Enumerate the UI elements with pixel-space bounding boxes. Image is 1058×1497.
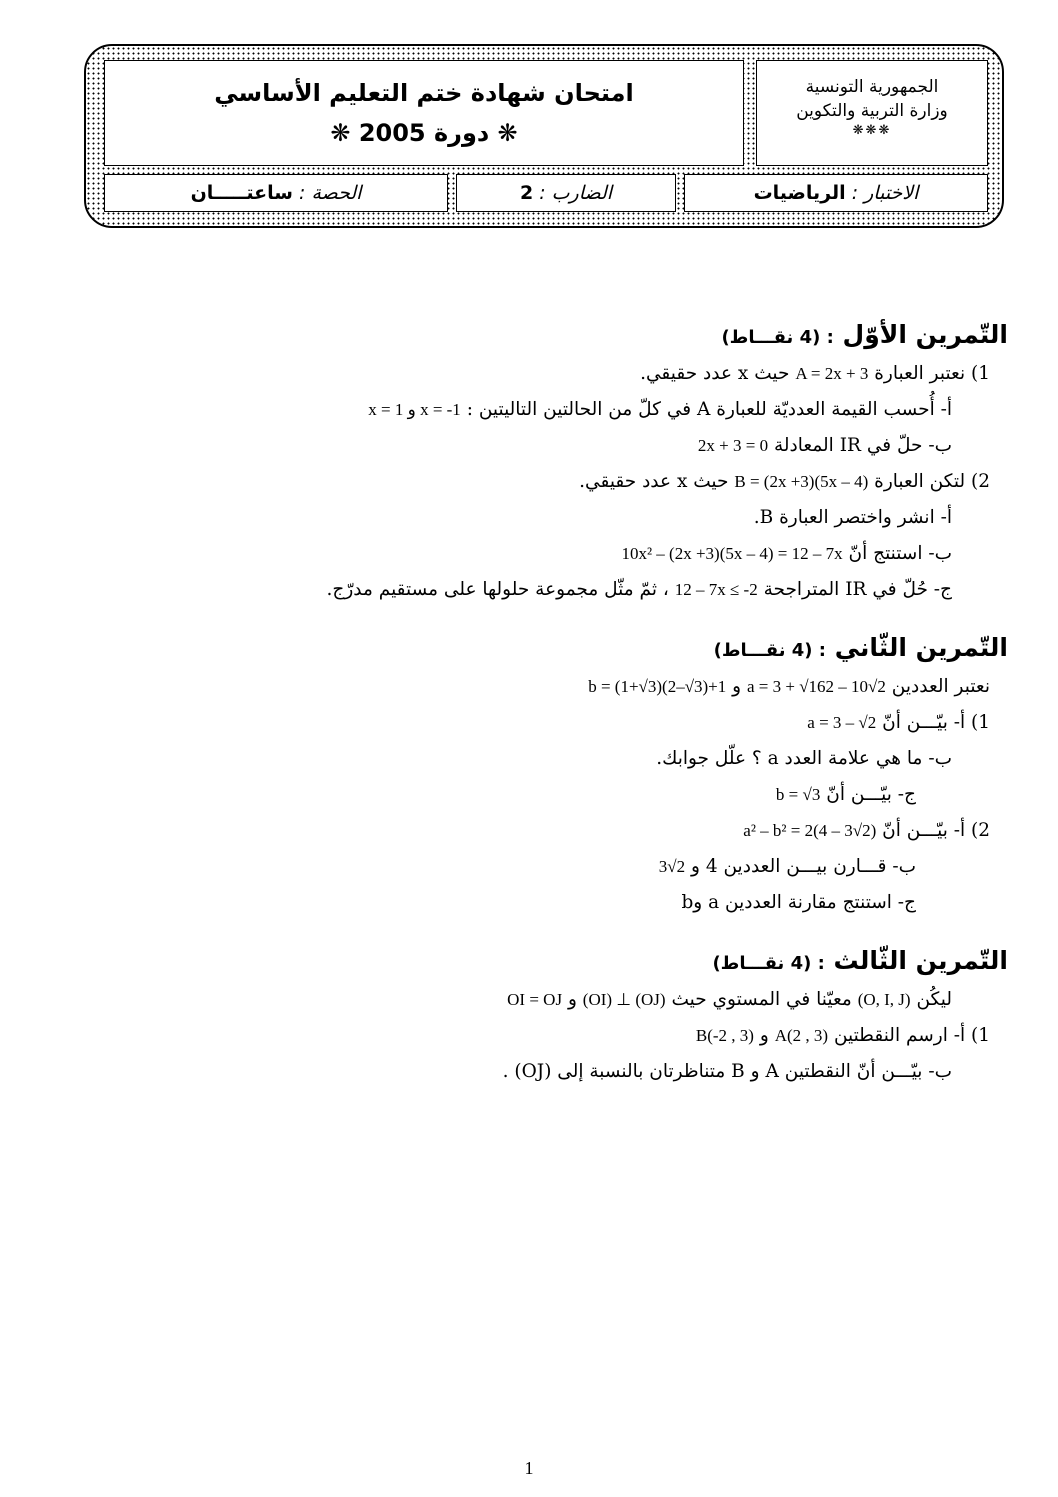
ex1-q1b-text: ب- حلّ في IR المعادلة xyxy=(774,435,952,456)
exercise-1-points: : (4 نقـــاط) xyxy=(721,327,834,348)
ex3-intro xyxy=(108,985,1008,1015)
ex1-q1b xyxy=(108,431,1008,461)
ex2-intro-math-a: a = 3 + √162 – 10√2 xyxy=(747,677,886,696)
ex1-q2c-text: ج- حُلّ في IR المتراجحة xyxy=(763,579,952,600)
ex3-intro-math1: (O, I, J) xyxy=(857,990,911,1009)
ex2-q1a-math: a = 3 – √2 xyxy=(807,713,877,732)
ex1-q2-tail: حيث x عدد حقيقي. xyxy=(579,471,729,492)
ex1-q1-text: 1) نعتبر العبارة xyxy=(874,363,990,384)
ex3-intro-and: و xyxy=(567,989,577,1010)
ex2-intro-text: نعتبر العددين xyxy=(891,676,990,697)
ex1-q2b-text: ب- استنتج أنّ xyxy=(848,543,952,564)
ex1-q1-math: A = 2x + 3 xyxy=(795,364,869,383)
exercise-1-title xyxy=(108,320,1008,349)
republic-box xyxy=(756,60,988,166)
subject-label: الاختبار : xyxy=(851,182,919,204)
ex2-q2a-text: 2) أ- بيّـــن أنّ xyxy=(882,820,990,841)
ex2-q1c-text: ج- بيّـــن أنّ xyxy=(826,784,916,805)
ex3-q1b xyxy=(108,1057,1008,1087)
ex1-q2-text: 2) لتكن العبارة xyxy=(874,471,990,492)
ex1-q2c-tail: ، ثمّ مثّل مجموعة حلولها على مستقيم مدرّج. xyxy=(326,579,669,600)
ex1-q2-math: B = (2x +3)(5x – 4) xyxy=(734,472,869,491)
exercise-2-points: : (4 نقـــاط) xyxy=(713,640,826,661)
ex1-q1 xyxy=(108,359,1008,389)
ex3-intro-text: ليكُن xyxy=(916,989,952,1010)
ex1-q1-tail: حيث x عدد حقيقي. xyxy=(640,363,790,384)
ex1-q2b-math: 10x² – (2x +3)(5x – 4) = 12 – 7x xyxy=(621,544,843,563)
ex1-q2b xyxy=(108,539,1008,569)
coefficient-value: 2 xyxy=(519,182,534,204)
ex1-q2c-math: 12 – 7x ≤ -2 xyxy=(674,580,758,599)
ex2-q2c-text: ج- استنتج مقارنة العددين a وb xyxy=(681,892,916,913)
ex2-q1b xyxy=(108,744,1008,774)
duration-label: الحصة : xyxy=(299,182,362,204)
duration-box xyxy=(104,174,448,212)
ex3-q1a-math1: A(2 , 3) xyxy=(774,1026,829,1045)
ex1-q1b-math: 2x + 3 = 0 xyxy=(697,436,769,455)
page-number: 1 xyxy=(524,1458,534,1478)
ex1-q2 xyxy=(108,467,1008,497)
ex3-q1a-and: و xyxy=(759,1025,769,1046)
exercise-2-heading: التّمرين الثّاني xyxy=(834,633,1008,662)
exercise-3-points: : (4 نقـــاط) xyxy=(712,953,825,974)
ex3-intro-math2: (OI) ⊥ (OJ) xyxy=(582,990,666,1009)
ex1-q2c xyxy=(108,575,1008,605)
stars-ornament: ❋❋❋ xyxy=(852,123,892,138)
exercise-2-title xyxy=(108,633,1008,662)
ex1-q1a-math: x = 1 و x = -1 xyxy=(368,400,461,419)
exam-title: امتحان شهادة ختم التعليم الأساسي xyxy=(214,79,634,107)
ex3-q1b-text: ب- بيّـــن أنّ النقطتين A و B متناظرتان بالنسبة إلى (OJ) . xyxy=(502,1061,952,1082)
ex2-q2a-math: a² – b² = 2(4 – 3√2) xyxy=(743,821,877,840)
ex1-q1a-text: أ- أُحسب القيمة العدديّة للعبارة A في كلّ من الحالتين التاليتين : xyxy=(466,399,952,420)
ex2-q1a xyxy=(108,708,1008,738)
ex1-q1a xyxy=(108,395,1008,425)
ex2-q2b xyxy=(108,852,1008,882)
ex3-intro-math3: OI = OJ xyxy=(507,990,563,1009)
exam-title-box xyxy=(104,60,744,166)
exam-content xyxy=(108,320,1008,1093)
ex2-q2b-math: 3√2 xyxy=(658,857,686,876)
ex3-q1a-math2: B(-2 , 3) xyxy=(695,1026,754,1045)
exercise-3-heading: التّمرين الثّالث xyxy=(833,946,1008,975)
header-frame xyxy=(84,44,1004,228)
ex3-intro-mid: معيّنا في المستوي حيث xyxy=(671,989,852,1010)
ex2-q1a-text: 1) أ- بيّـــن أنّ xyxy=(882,712,990,733)
ex2-q1c-math: b = √3 xyxy=(775,785,821,804)
republic-name: الجمهورية التونسية xyxy=(805,77,939,97)
ministry-name: وزارة التربية والتكوين xyxy=(796,101,948,121)
exercise-1-heading: التّمرين الأوّل xyxy=(842,320,1008,349)
coefficient-box xyxy=(456,174,676,212)
ex2-q2c xyxy=(108,888,1008,918)
ex2-intro-math-b: b = (1+√3)(2–√3)+1 xyxy=(588,677,727,696)
ex2-q1b-text: ب- ما هي علامة العدد a ؟ علّل جوابك. xyxy=(656,748,952,769)
ex2-q2a xyxy=(108,816,1008,846)
ex2-intro-and: و xyxy=(732,676,742,697)
ex3-q1a-text: 1) أ- ارسم النقطتين xyxy=(833,1025,990,1046)
duration-value: ساعتـــــان xyxy=(190,182,293,204)
coefficient-label: الضارب : xyxy=(539,182,613,204)
exercise-3-title xyxy=(108,946,1008,975)
ex2-q1c xyxy=(108,780,1008,810)
exam-session: ❋ دورة 2005 ❋ xyxy=(330,119,518,147)
ex1-q2a-text: أ- انشر واختصر العبارة B. xyxy=(753,507,952,528)
subject-value: الرياضيات xyxy=(753,182,846,204)
ex3-q1a xyxy=(108,1021,1008,1051)
ex2-q2b-text: ب- قـــارن بيـــن العددين 4 و xyxy=(690,856,916,877)
subject-box xyxy=(684,174,988,212)
ex1-q2a xyxy=(108,503,1008,533)
ex2-intro xyxy=(108,672,1008,702)
